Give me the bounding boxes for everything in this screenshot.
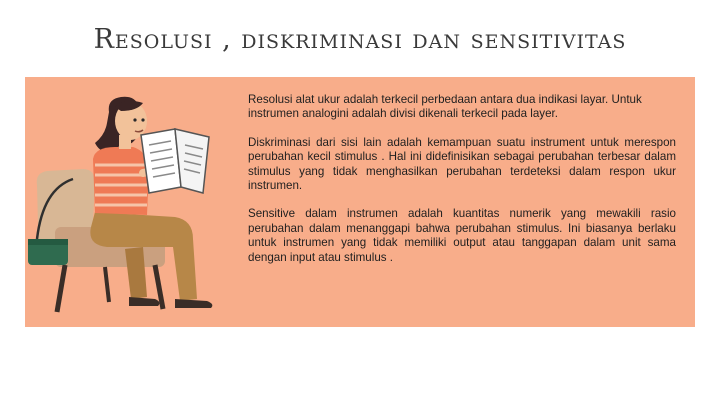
paragraph-resolusi: Resolusi alat ukur adalah terkecil perbedaan antara dua indikasi layar. Untuk instrumen analogini adalah divisi dikenali terkecil pada layer.: [248, 93, 642, 121]
text-block: [248, 93, 676, 279]
paragraph-diskriminasi: Diskriminasi dari sisi lain adalah kemampuan suatu instrument untuk merespon perubahan kecil stimulus . Hal ini didefinisikan sebagai perubahan terbesar dalam stimulus yang tidak menghasilkan perubahan terdeteksi dalam respon ukur instrumen.: [248, 135, 676, 193]
left-shoe: [175, 299, 212, 308]
paragraph-sensitivitas: Sensitive dalam instrumen adalah kuantitas numerik yang mewakili rasio perubahan dalam menanggapi bahwa perubahan stimulus. Ini biasanya berlaku untuk instrumen yang tidak memiliki output atau tanggapan dalam unit sama dengan input atau stimulus .: [248, 207, 676, 264]
right-shoe: [129, 297, 159, 306]
reading-woman-illustration: [25, 77, 245, 327]
newspaper: [141, 129, 209, 193]
slide-title: Resolusi , diskriminasi dan sensitivitas: [93, 24, 627, 55]
